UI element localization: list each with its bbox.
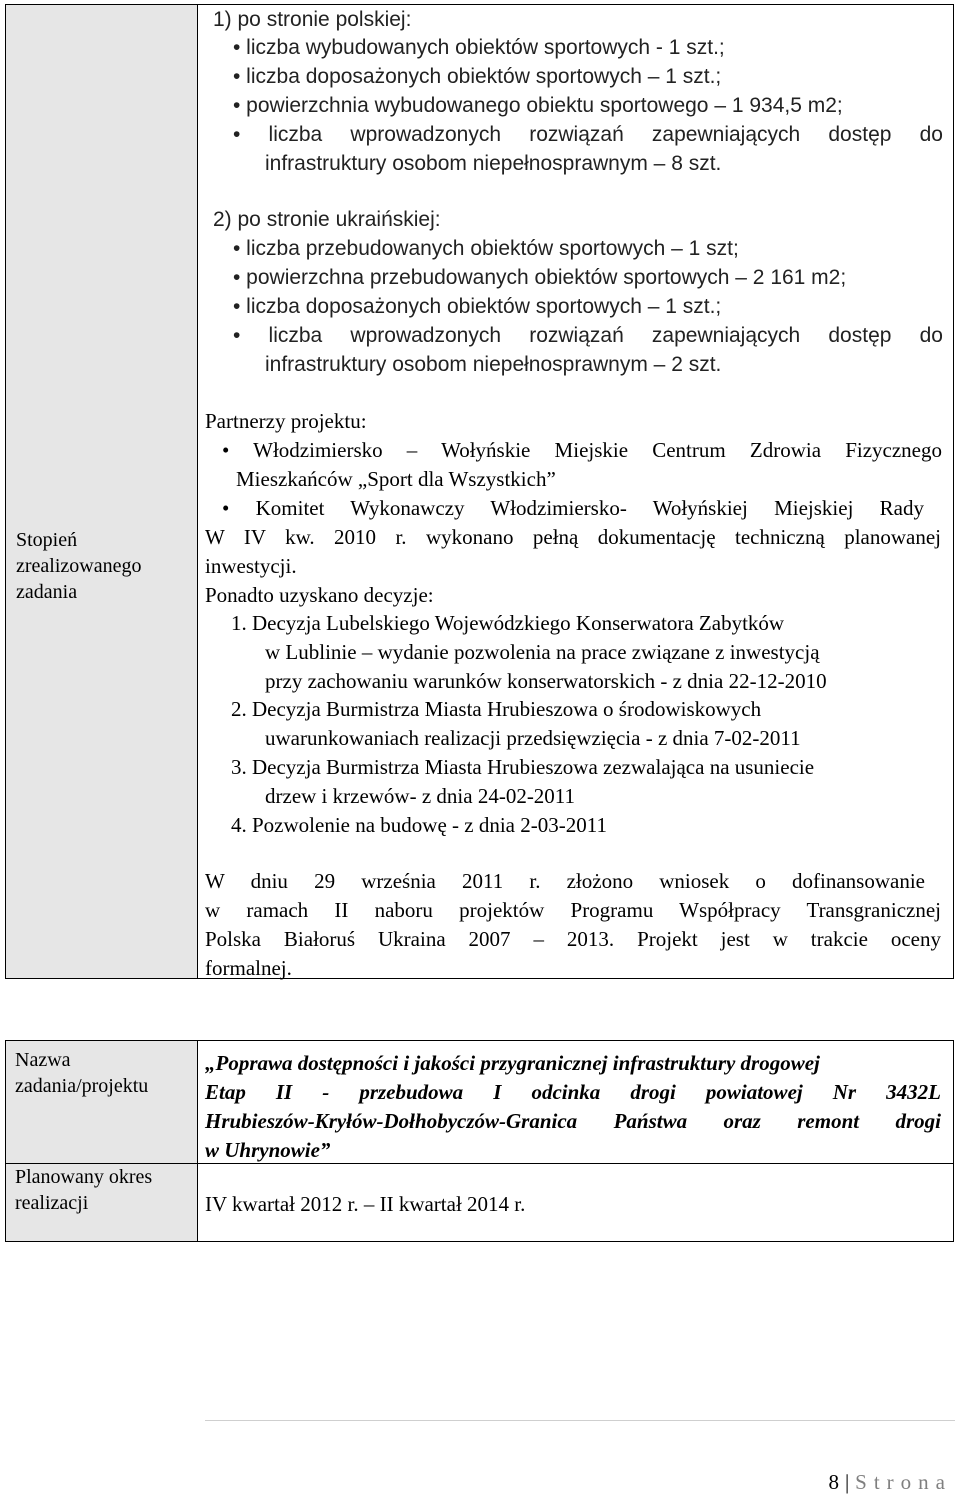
application-text: W dniu 29 września 2011 r. złożono wniosek o dofinansowanie: [205, 869, 925, 893]
partner-item: • Włodzimiersko – Wołyńskie Miejskie Centrum Zdrowia Fizycznego: [222, 438, 942, 462]
list-item-continuation: infrastruktury osobom niepełnosprawnym – 2 szt.: [265, 353, 722, 376]
period-value: IV kwartał 2012 r. – II kwartał 2014 r.: [205, 1192, 526, 1216]
page-number: 8: [828, 1470, 839, 1494]
decision-item: 1. Decyzja Lubelskiego Wojewódzkiego Konserwatora Zabytków: [231, 611, 785, 635]
page-footer: [828, 1470, 952, 1495]
progress-label: Stopień zrealizowanego zadania: [16, 529, 142, 603]
decision-item: 2. Decyzja Burmistrza Miasta Hrubieszowa o środowiskowych: [231, 697, 762, 721]
footer-separator: |: [844, 1470, 850, 1494]
application-text: formalnej.: [205, 956, 292, 980]
application-text: Polska Białoruś Ukraina 2007 – 2013. Projekt jest w trakcie oceny: [205, 927, 941, 951]
list-item: • liczba wprowadzonych rozwiązań zapewniających dostęp do: [233, 324, 943, 347]
footer-page-word: Strona: [855, 1470, 952, 1494]
list-item: • powierzchna przebudowanych obiektów sportowych – 2 161 m2;: [233, 266, 847, 289]
decision-item-continuation: w Lublinie – wydanie pozwolenia na prace związane z inwestycją: [265, 640, 820, 664]
period-label: Planowany okres realizacji: [15, 1166, 153, 1214]
footer-divider: [205, 1420, 955, 1421]
partners-heading: Partnerzy projektu:: [205, 409, 367, 433]
list-item: • liczba doposażonych obiektów sportowych – 1 szt.;: [233, 295, 722, 318]
list-item: • liczba wprowadzonych rozwiązań zapewniających dostęp do: [233, 123, 943, 146]
list-item-continuation: infrastruktury osobom niepełnosprawnym – 8 szt.: [265, 152, 722, 175]
partner-item-continuation: Mieszkańców „Sport dla Wszystkich”: [236, 467, 556, 491]
label-column: [6, 5, 198, 978]
list-item: • liczba przebudowanych obiektów sportowych – 1 szt;: [233, 237, 739, 260]
decision-item-continuation: przy zachowaniu warunków konserwatorskich - z dnia 22-12-2010: [265, 669, 827, 693]
application-text: w ramach II naboru projektów Programu Współpracy Transgranicznej: [205, 898, 941, 922]
polish-heading: 1) po stronie polskiej:: [213, 8, 412, 31]
decision-item-continuation: drzew i krzewów- z dnia 24-02-2011: [265, 784, 576, 808]
documentation-text: inwestycji.: [205, 554, 297, 578]
list-item: • liczba wybudowanych obiektów sportowych - 1 szt.;: [233, 36, 725, 59]
ukrainian-heading: 2) po stronie ukraińskiej:: [213, 208, 441, 231]
list-item: • powierzchnia wybudowanego obiektu sportowego – 1 934,5 m2;: [233, 94, 843, 117]
list-item: • liczba doposażonych obiektów sportowych – 1 szt.;: [233, 65, 722, 88]
decision-item: 4. Pozwolenie na budowę - z dnia 2-03-2011: [231, 813, 607, 837]
decision-item: 3. Decyzja Burmistrza Miasta Hrubieszowa zezwalająca na usuniecie: [231, 755, 815, 779]
documentation-text: W IV kw. 2010 r. wykonano pełną dokumentację techniczną planowanej: [205, 525, 941, 549]
project-name-label: Nazwa zadania/projektu: [15, 1049, 149, 1097]
decision-item-continuation: uwarunkowaniach realizacji przedsięwzięcia - z dnia 7-02-2011: [265, 726, 801, 750]
decisions-heading: Ponadto uzyskano decyzje:: [205, 583, 434, 607]
partner-item: • Komitet Wykonawczy Włodzimiersko- Wołyńskiej Miejskiej Rady: [222, 496, 924, 520]
